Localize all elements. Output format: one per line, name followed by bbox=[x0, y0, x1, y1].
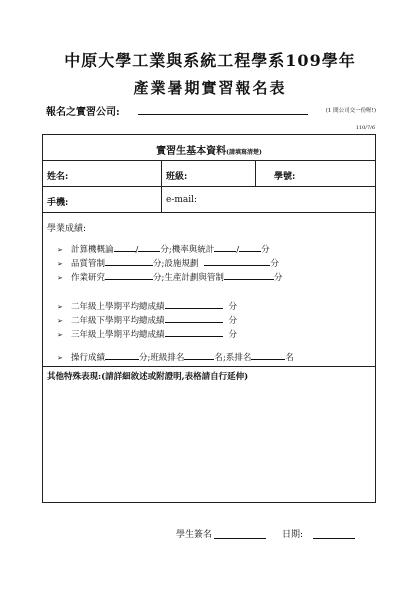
blank-field[interactable] bbox=[105, 350, 139, 360]
conduct-line: ➢ 操行成績 分;班級排名 名;系排名 名 bbox=[57, 350, 294, 363]
date-code: 110/7/6 bbox=[355, 125, 375, 131]
grade-line-2: ➢ 二年級下學期平均總成績 分 bbox=[57, 313, 237, 326]
scores-title: 學業成績: bbox=[47, 224, 87, 234]
section-title: 實習生基本資料 bbox=[156, 146, 227, 157]
arrow-bullet-icon: ➢ bbox=[57, 317, 63, 325]
signature-line[interactable] bbox=[214, 538, 266, 539]
course-line-3: ➢ 作業研究 分;生產計劃與管制 分 bbox=[57, 270, 282, 283]
other-achievements-section[interactable] bbox=[43, 367, 375, 502]
form-box bbox=[42, 134, 376, 503]
blank-field[interactable] bbox=[184, 350, 214, 360]
scores-section bbox=[43, 213, 375, 367]
blank-field[interactable] bbox=[214, 242, 236, 252]
arrow-bullet-icon: ➢ bbox=[57, 303, 63, 311]
email-cell[interactable] bbox=[161, 187, 377, 212]
blank-field[interactable] bbox=[138, 242, 160, 252]
arrow-bullet-icon: ➢ bbox=[57, 246, 63, 254]
phone-row bbox=[43, 187, 375, 213]
section-header bbox=[43, 135, 375, 161]
student-id-cell[interactable] bbox=[255, 161, 377, 186]
page-title: 中原大學工業與系統工程學系109學年 bbox=[64, 51, 356, 70]
name-label: 姓名: bbox=[47, 172, 69, 182]
blank-field[interactable] bbox=[224, 270, 274, 280]
class-label: 班級: bbox=[166, 172, 188, 182]
course-line-1: ➢ 計算機概論 / 分;機率與統計 / 分 bbox=[57, 242, 270, 255]
form-subtitle: 產業暑期實習報名表 bbox=[133, 79, 287, 97]
blank-field[interactable] bbox=[165, 299, 223, 309]
blank-field[interactable] bbox=[165, 327, 223, 337]
other-achievements-label: 其他特殊表現:(請詳細敘述或附證明,表格請自行延伸) bbox=[47, 372, 249, 382]
arrow-bullet-icon: ➢ bbox=[57, 354, 63, 362]
email-label: e-mail: bbox=[166, 195, 198, 205]
grade-line-3: ➢ 三年級上學期平均總成績 分 bbox=[57, 327, 237, 340]
blank-field[interactable] bbox=[114, 242, 136, 252]
signature-label: 學生簽名 bbox=[176, 530, 213, 540]
signature-row bbox=[176, 527, 386, 541]
blank-field[interactable] bbox=[105, 256, 153, 266]
grade-line-1: ➢ 二年級上學期平均總成績 分 bbox=[57, 299, 237, 312]
section-note: (請填寫清楚) bbox=[226, 149, 262, 156]
course-line-2: ➢ 品質管制 分;設施規劃 分 bbox=[57, 256, 279, 269]
phone-label: 手機: bbox=[47, 198, 69, 208]
class-cell[interactable] bbox=[161, 161, 255, 186]
date-label: 日期: bbox=[282, 530, 304, 540]
blank-field[interactable] bbox=[251, 350, 285, 360]
phone-cell[interactable] bbox=[43, 187, 161, 212]
arrow-bullet-icon: ➢ bbox=[57, 331, 63, 339]
student-id-label: 學號: bbox=[274, 172, 296, 182]
blank-field[interactable] bbox=[165, 313, 223, 323]
name-row bbox=[43, 161, 375, 187]
company-row bbox=[46, 103, 376, 117]
blank-field[interactable] bbox=[204, 256, 270, 266]
date-line[interactable] bbox=[313, 538, 355, 539]
arrow-bullet-icon: ➢ bbox=[57, 274, 63, 282]
blank-field[interactable] bbox=[239, 242, 261, 252]
company-note: (1 間公司交一份喔!) bbox=[325, 108, 376, 114]
company-label: 報名之實習公司: bbox=[46, 107, 120, 118]
name-cell[interactable] bbox=[43, 161, 161, 186]
arrow-bullet-icon: ➢ bbox=[57, 260, 63, 268]
company-input-line[interactable] bbox=[138, 114, 308, 115]
blank-field[interactable] bbox=[105, 270, 153, 280]
